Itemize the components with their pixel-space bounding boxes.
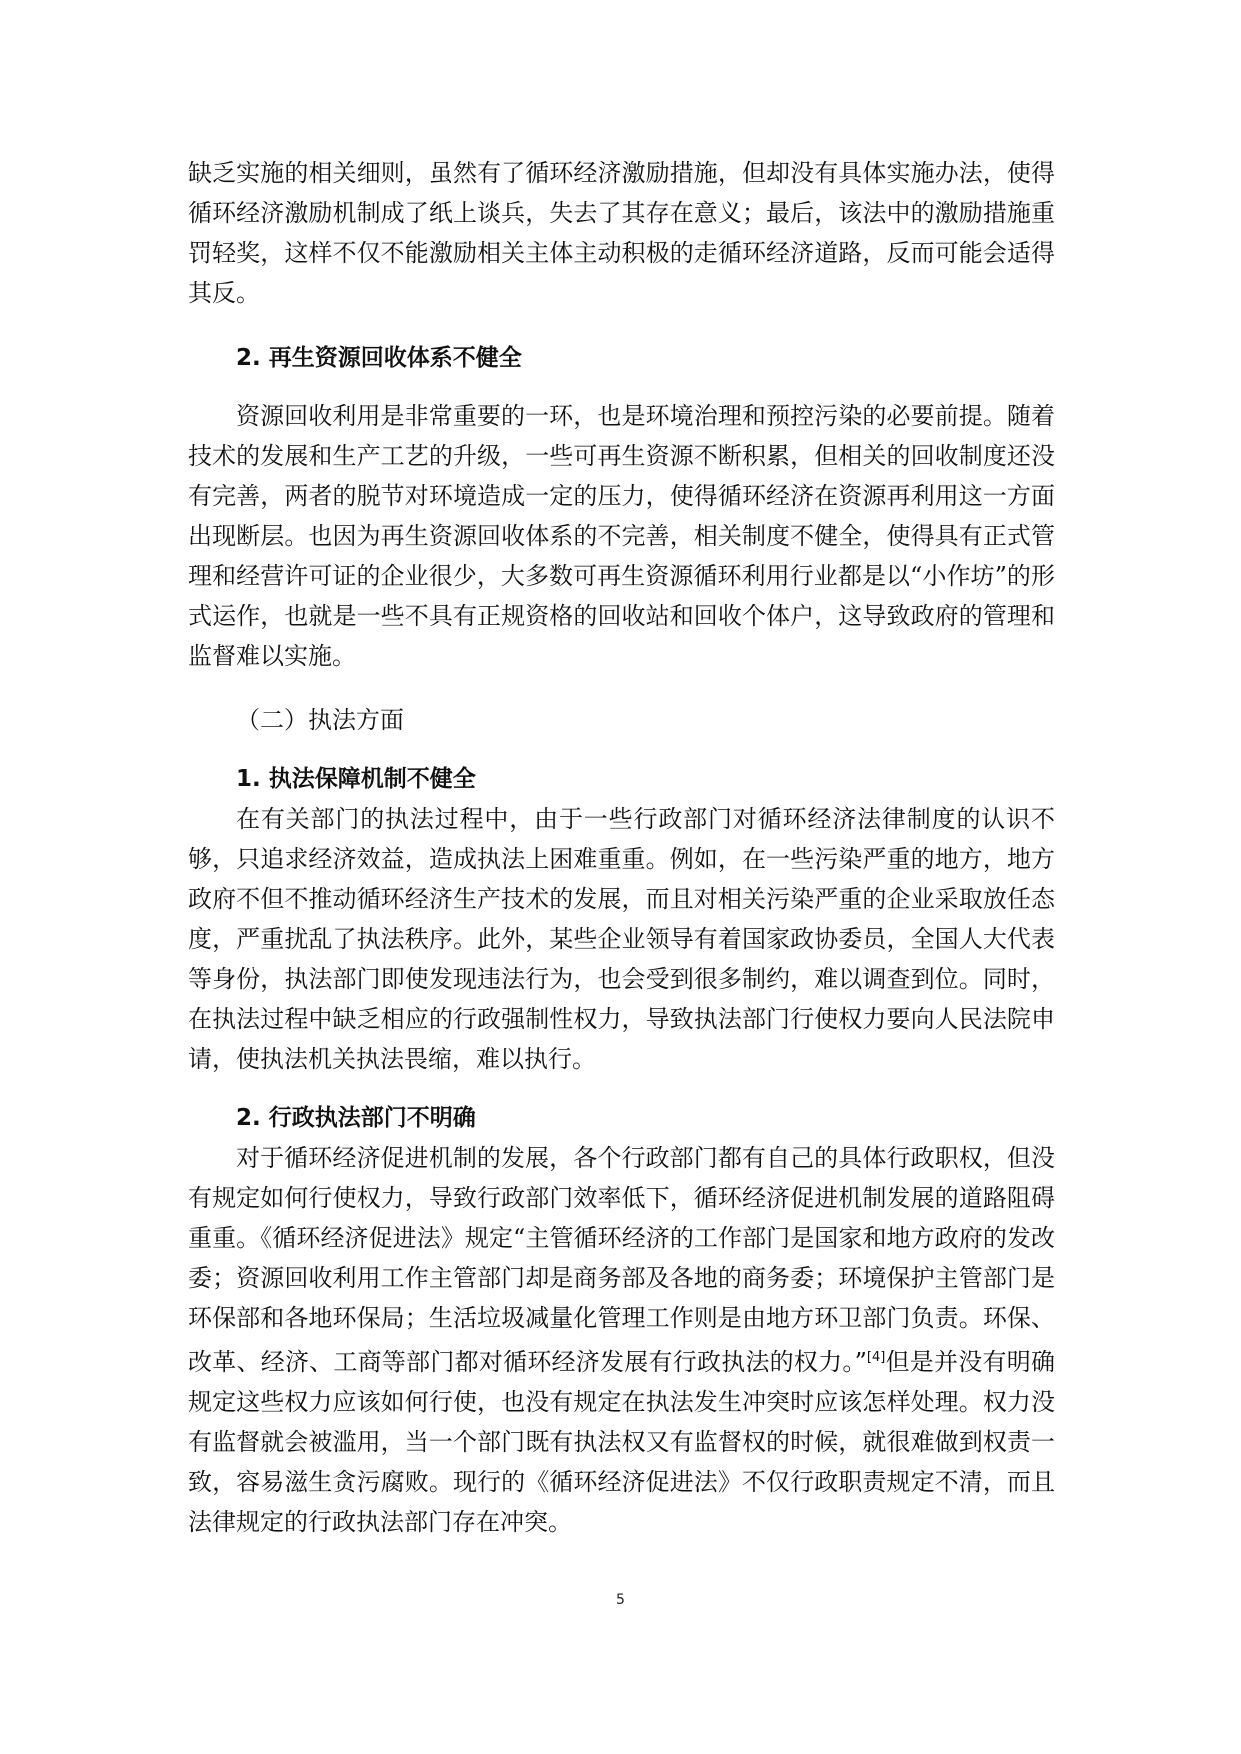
body-paragraph-recycling: 资源回收利用是非常重要的一环，也是环境治理和预控污染的必要前提。随着技术的发展和生产工艺的升级，一些可再生资源不断积累，但相关的回收制度还没有完善，两者的脱节对环境造成一定的压力，使得循环经济在资源再利用这一方面出现断层。也因为再生资源回收体系的不完善，相关制度不健全，使得具有正式管理和经营许可证的企业很少，大多数可再生资源循环利用行业都是以“小作坊”的形式运作，也就是一些不具有正规资格的回收站和回收个体户，这导致政府的管理和监督难以实施。 (188, 402, 1055, 670)
body-paragraph-incentive-continuation: 缺乏实施的相关细则，虽然有了循环经济激励措施，但却没有具体实施办法，使得循环经济激励机制成了纸上谈兵，失去了其存在意义；最后，该法中的激励措施重罚轻奖，这样不仅不能激励相关主体主动积极的走循环经济道路，反而可能会适得其反。 (188, 159, 1055, 307)
subheading-guarantee-text: 1. 执法保障机制不健全 (236, 766, 476, 792)
page-content (188, 153, 1055, 1542)
subheading-recycling-system (188, 337, 1055, 378)
department-text-part1: 对于循环经济促进机制的发展，各个行政部门都有自己的具体行政职权，但没有规定如何行使权力，导致行政部门效率低下，循环经济促进机制发展的道路阻碍重重。《循环经济促进法》规定“主管循环经济的工作部门是国家和地方政府的发改委；资源回收利用工作主管部门却是商务部及各地的商务委；环境保护主管部门是环保部和各地环保局；生活垃圾减量化管理工作则是由地方环卫部门负责。环保、改革、经济、工商等部门都对循环经济发展有行政执法的权力。” (188, 1144, 1055, 1376)
department-text-part2: 但是并没有明确规定这些权力应该如何行使，也没有规定在执法发生冲突时应该怎样处理。权力没有监督就会被滥用，当一个部门既有执法权又有监督权的时候，就很难做到权责一致，容易滋生贪污腐败。现行的《循环经济促进法》不仅行政职责规定不清，而且法律规定的行政执法部门存在冲突。 (188, 1348, 1055, 1536)
page-number: 5 (616, 1592, 625, 1608)
subheading-department-text: 2. 行政执法部门不明确 (236, 1105, 476, 1131)
body-paragraph-guarantee: 在有关部门的执法过程中，由于一些行政部门对循环经济法律制度的认识不够，只追求经济效益，造成执法上困难重重。例如，在一些污染严重的地方，地方政府不但不推动循环经济生产技术的发展，而且对相关污染严重的企业采取放任态度，严重扰乱了执法秩序。此外，某些企业领导有着国家政协委员，全国人大代表等身份，执法部门即使发现违法行为，也会受到很多制约，难以调查到位。同时，在执法过程中缺乏相应的行政强制性权力，导致执法部门行使权力要向人民法院申请，使执法机关执法畏缩，难以执行。 (188, 805, 1055, 1073)
subheading-guarantee-mechanism (188, 758, 1055, 799)
section-heading-enforcement: （二）执法方面 (236, 706, 404, 734)
subheading-enforcement-department (188, 1097, 1055, 1138)
subheading-recycling-text: 2. 再生资源回收体系不健全 (236, 345, 522, 371)
citation-marker: [4] (866, 1350, 886, 1365)
body-paragraph-department (188, 1138, 1055, 1542)
